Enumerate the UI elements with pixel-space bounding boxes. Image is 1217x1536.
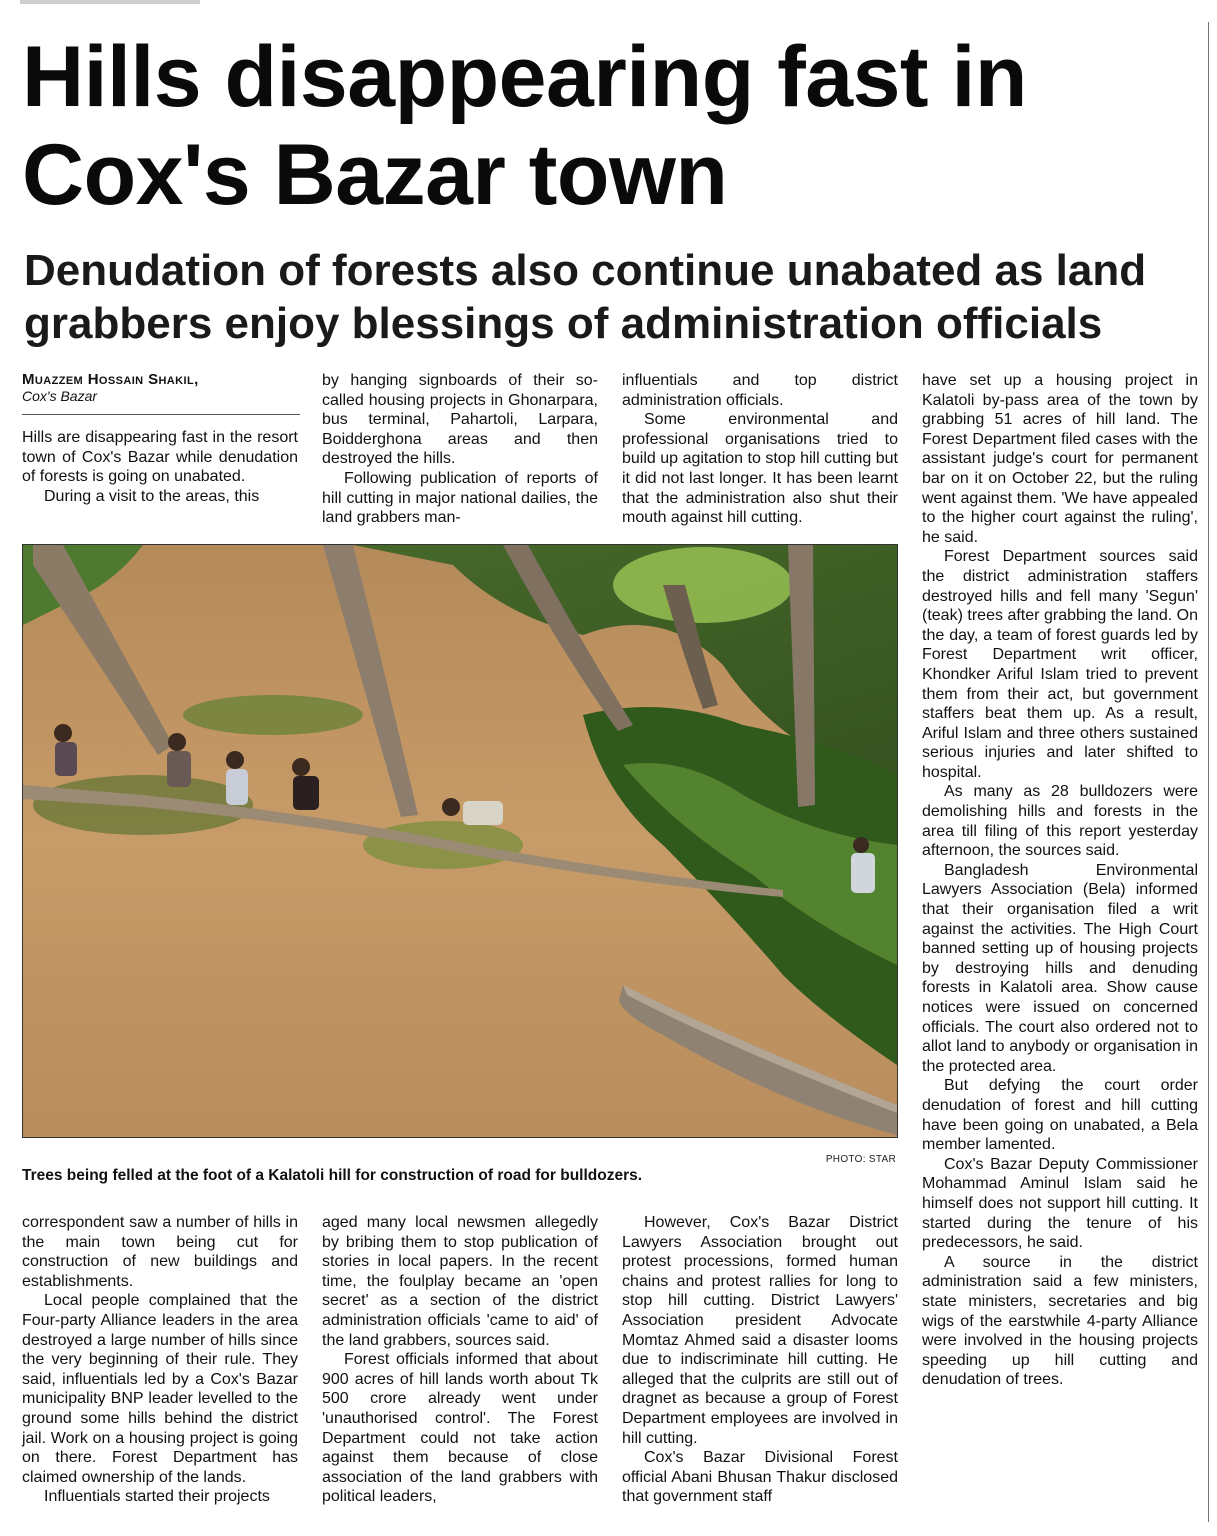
paragraph: by hanging signboards of their so-called housing projects in Ghonarpara, bus terminal, Pahartoli, Larpara, Boidderghona areas and then destroyed the hills.: [322, 372, 598, 468]
paragraph: aged many local newsmen allegedly by bribing them to stop publication of stories in local papers. In the recent time, the foulplay became an 'open secret' as a section of the district administration officials 'came to aid' of the land grabbers, sources said.: [322, 1214, 598, 1349]
top-decorative-rule: [20, 0, 200, 4]
column-2-bottom: [322, 1213, 598, 1507]
paragraph: influentials and top district administration officials.: [622, 372, 898, 409]
hillside-photo-illustration: [23, 545, 897, 1137]
paragraph: During a visit to the areas, this: [44, 487, 260, 505]
photo-caption: Trees being felled at the foot of a Kalatoli hill for construction of road for bulldozers.: [22, 1167, 643, 1184]
paragraph: Cox's Bazar Deputy Commissioner Mohammad Aminul Islam said he himself does not support hill cutting. It started during the tenure of his predecessors, he said.: [922, 1155, 1198, 1252]
article-photo: [22, 544, 898, 1138]
headline-line-1: Hills disappearing fast in: [22, 29, 1027, 125]
paragraph: Forest officials informed that about 900 acres of hill lands worth about Tk 500 crore already went under 'unauthorised control'. The Forest Department could not take action against them because of close association of the land grabbers with political leaders,: [322, 1351, 598, 1506]
column-4: [922, 371, 1198, 1390]
paragraph: Local people complained that the Four-party Alliance leaders in the area destroyed a large number of hills since the very beginning of their rule. They said, influentials led by a Cox's Bazar municipality BNP leader levelled to the ground some hills behind the district jail. Work on a housing project is going on there. Forest Department has claimed ownership of the lands.: [22, 1292, 298, 1486]
paragraph: correspondent saw a number of hills in the main town being cut for construction of new buildings and establishments.: [22, 1214, 298, 1290]
subheadline-line-1: Denudation of forests also continue unabated as land: [24, 246, 1147, 295]
byline-divider: [22, 414, 300, 415]
column-3-bottom: [622, 1213, 898, 1507]
subheadline: [24, 244, 1204, 350]
paragraph: Influentials started their projects: [44, 1488, 270, 1506]
headline: [22, 28, 1202, 224]
paragraph: Following publication of reports of hill cutting in major national dailies, the land grabbers man-: [322, 469, 598, 527]
paragraph: Bangladesh Environmental Lawyers Association (Bela) informed that their organisation filed a writ against the activities. The High Court banned setting up of housing projects by destroying hills and denuding forests in Kalatoli area. Show cause notices were issued on concerned officials. The court also ordered not to allot land to anybody or organisation in the protected area.: [922, 861, 1198, 1075]
column-3-top: [622, 371, 898, 528]
subheadline-line-2: grabbers enjoy blessings of administration officials: [24, 299, 1103, 348]
byline: [22, 371, 300, 405]
paragraph: Hills are disappearing fast in the resort town of Cox's Bazar while denudation of forests is going on unabated.: [22, 429, 298, 486]
paragraph: As many as 28 bulldozers were demolishing hills and forests in the area till filing of this report yesterday afternoon, the sources said.: [922, 783, 1198, 860]
paragraph: Forest Department sources said the district administration staffers destroyed hills and fell many 'Segun' (teak) trees after grabbing the land. On the day, a team of forest guards led by Forest Department writ officer, Khondker Ariful Islam tried to prevent them from their act, but government staffers beat them up. As a result, Ariful Islam and three others sustained serious injuries and later shifted to hospital.: [922, 548, 1198, 781]
column-1-bottom: [22, 1213, 298, 1507]
author-name: Muazzem Hossain Shakil,: [22, 371, 199, 388]
paragraph: A source in the district administration said a few ministers, state ministers, secretaries and big wigs of the earstwhile 4-party Alliance were involved in the housing projects speeding up hill cutting and denudation of trees.: [922, 1253, 1198, 1389]
paragraph: However, Cox's Bazar District Lawyers Association brought out protest processions, formed human chains and protest rallies for long to stop hill cutting. District Lawyers' Association president Advocate Momtaz Ahmed said a disaster looms due to indiscriminate hill cutting. He alleged that the culprits are still out of dragnet as because a group of Forest Department employees are involved in hill cutting.: [622, 1214, 898, 1447]
paragraph: Cox's Bazar Divisional Forest official Abani Bhusan Thakur disclosed that government staff: [622, 1449, 898, 1506]
paragraph: Some environmental and professional organisations tried to build up agitation to stop hill cutting but it did not last longer. It has been learnt that the administration also shut their mouth against hill cutting.: [622, 411, 898, 527]
headline-line-2: Cox's Bazar town: [22, 127, 728, 223]
paragraph: But defying the court order denudation of forest and hill cutting have been going on unabated, a Bela member lamented.: [922, 1077, 1198, 1154]
paragraph: have set up a housing project in Kalatoli by-pass area of the town by grabbing 51 acres of hill land. The Forest Department filed cases with the assistant judge's court for permanent bar on it on October 22, but the ruling went against them. 'We have appealed to the higher court against the ruling', he said.: [922, 372, 1198, 546]
column-2-top: [322, 371, 598, 528]
column-1-top: [22, 428, 298, 506]
dateline: Cox's Bazar: [22, 388, 98, 404]
column-border-rule: [1208, 22, 1209, 1522]
photo-credit: PHOTO: STAR: [825, 1154, 896, 1165]
